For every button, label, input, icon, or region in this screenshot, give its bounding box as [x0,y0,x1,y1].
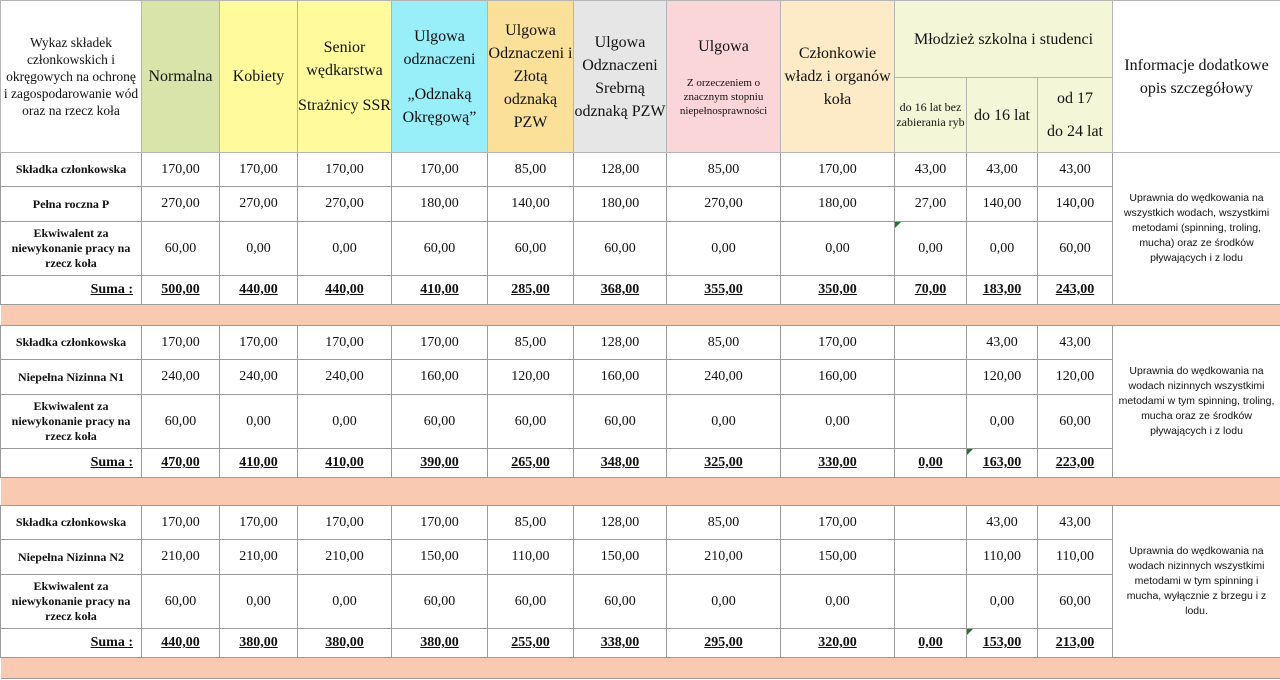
separator-band [1,305,1280,326]
value-cell: 140,00 [967,187,1038,222]
sum-cell: 380,00 [298,629,392,658]
value-cell: 60,00 [392,395,488,449]
value-cell: 160,00 [574,360,667,395]
value-cell: 240,00 [220,360,298,395]
value-cell [895,540,967,575]
value-cell: 170,00 [781,153,895,187]
table-row [1,187,1280,222]
value-cell: 85,00 [488,153,574,187]
info-description: Uprawnia do wędkowania na wodach nizinnych wszystkimi metodami w tym spinning, troling, mucha oraz ze środków pływających i z lodu [1113,326,1280,478]
value-cell: 60,00 [142,575,220,629]
value-cell: 43,00 [967,326,1038,360]
value-cell: 60,00 [1038,575,1113,629]
col-ulgowa-okregowa-line1: Ulgowa odznaczeni [403,27,476,68]
value-cell: 85,00 [667,326,781,360]
sum-cell: 320,00 [781,629,895,658]
value-cell: 170,00 [142,153,220,187]
section-separator [1,305,1280,326]
value-cell: 60,00 [142,222,220,276]
col-mlodziez: Młodzież szkolna i studenci [895,1,1113,78]
sum-cell: 0,00 [895,629,967,658]
separator-band [1,478,1280,506]
sum-cell: 410,00 [298,449,392,478]
sum-cell: 183,00 [967,276,1038,305]
value-cell: 0,00 [781,222,895,276]
sum-cell: 390,00 [392,449,488,478]
value-cell: 60,00 [392,222,488,276]
value-cell: 150,00 [781,540,895,575]
sum-label: Suma : [1,449,142,478]
col-od-17-line1: od 17 [1057,90,1093,107]
col-czlonkowie-wladz: Członkowie władz i organów koła [781,1,895,153]
sum-cell: 330,00 [781,449,895,478]
value-cell: 128,00 [574,326,667,360]
value-cell: 120,00 [1038,360,1113,395]
table-row [1,153,1280,187]
separator-band [1,658,1280,679]
row-label: Pełna roczna P [1,187,142,222]
value-cell: 0,00 [781,575,895,629]
col-senior-line1: Senior wędkarstwa [306,39,383,79]
sum-cell: 295,00 [667,629,781,658]
value-cell: 240,00 [142,360,220,395]
value-cell: 210,00 [298,540,392,575]
value-cell: 180,00 [392,187,488,222]
value-cell: 170,00 [298,326,392,360]
value-cell: 270,00 [220,187,298,222]
value-cell: 110,00 [1038,540,1113,575]
value-cell: 60,00 [1038,395,1113,449]
sum-cell: 153,00 [967,629,1038,658]
section-separator [1,658,1280,679]
value-cell: 170,00 [220,326,298,360]
sum-cell: 338,00 [574,629,667,658]
sum-cell: 410,00 [220,449,298,478]
section-separator [1,478,1280,506]
value-cell: 210,00 [667,540,781,575]
col-ulgowa-zlota: Ulgowa Odznaczeni i Złotą odznaką PZW [488,1,574,153]
sum-cell: 440,00 [220,276,298,305]
value-cell: 0,00 [298,575,392,629]
value-cell: 0,00 [967,575,1038,629]
value-cell: 0,00 [220,395,298,449]
table-row [1,222,1280,276]
value-cell: 170,00 [220,506,298,540]
sum-cell: 223,00 [1038,449,1113,478]
col-do-16-bez-ryb: do 16 lat bez zabierania ryb [895,78,967,153]
value-cell: 60,00 [574,395,667,449]
col-do-16-lat: do 16 lat [967,78,1038,153]
row-label: Niepełna Nizinna N1 [1,360,142,395]
value-cell: 60,00 [574,222,667,276]
col-ulgowa-line1: Ulgowa [698,38,749,55]
value-cell: 110,00 [488,540,574,575]
value-cell: 0,00 [667,395,781,449]
value-cell [895,395,967,449]
info-description: Uprawnia do wędkowania na wodach nizinnych wszystkimi metodami w tym spinning i mucha, wyłącznie z brzegu i z lodu. [1113,506,1280,658]
row-label: Składka członkowska [1,326,142,360]
col-senior-line2: Strażnicy SSR [298,97,391,114]
sum-cell: 163,00 [967,449,1038,478]
value-cell: 120,00 [488,360,574,395]
table-row [1,506,1280,540]
col-od-17-line2: do 24 lat [1047,123,1103,140]
value-cell: 27,00 [895,187,967,222]
value-cell: 60,00 [142,395,220,449]
row-label: Ekwiwalent za niewykonanie pracy na rzecz koła [1,222,142,276]
value-cell: 0,00 [895,222,967,276]
row-label: Niepełna Nizinna N2 [1,540,142,575]
sum-cell: 350,00 [781,276,895,305]
table-row [1,326,1280,360]
value-cell: 0,00 [298,222,392,276]
value-cell: 180,00 [574,187,667,222]
sum-cell: 348,00 [574,449,667,478]
value-cell: 110,00 [967,540,1038,575]
value-cell: 0,00 [667,575,781,629]
row-label: Składka członkowska [1,506,142,540]
sum-cell: 355,00 [667,276,781,305]
col-ulgowa-okregowa [392,1,488,153]
value-cell [895,506,967,540]
table-row [1,360,1280,395]
value-cell: 0,00 [298,395,392,449]
table-title: Wykaz składek członkowskich i okręgowych na ochronę i zagospodarowanie wód oraz na rzecz koła [1,1,142,153]
value-cell: 43,00 [1038,326,1113,360]
sum-cell: 470,00 [142,449,220,478]
value-cell: 210,00 [220,540,298,575]
value-cell: 170,00 [392,506,488,540]
value-cell: 60,00 [488,575,574,629]
value-cell [895,326,967,360]
col-ulgowa-niepelnosprawnosc [667,1,781,153]
sum-cell: 0,00 [895,449,967,478]
value-cell: 170,00 [298,153,392,187]
col-ulgowa-line2: Z orzeczeniem o znacznym stopniu niepełnosprawności [679,77,768,117]
value-cell: 60,00 [488,222,574,276]
value-cell: 43,00 [895,153,967,187]
value-cell: 85,00 [488,506,574,540]
col-normalna: Normalna [142,1,220,153]
value-cell: 0,00 [967,395,1038,449]
value-cell: 0,00 [220,222,298,276]
sum-cell: 325,00 [667,449,781,478]
sum-cell: 380,00 [220,629,298,658]
col-informacje: Informacje dodatkowe opis szczegółowy [1113,1,1280,153]
sum-cell: 265,00 [488,449,574,478]
table-row [1,395,1280,449]
row-label: Ekwiwalent za niewykonanie pracy na rzecz koła [1,575,142,629]
value-cell: 150,00 [392,540,488,575]
sum-cell: 70,00 [895,276,967,305]
value-cell: 210,00 [142,540,220,575]
value-cell: 170,00 [220,153,298,187]
sum-row [1,449,1280,478]
sum-row [1,276,1280,305]
value-cell: 270,00 [667,187,781,222]
sum-cell: 410,00 [392,276,488,305]
col-kobiety: Kobiety [220,1,298,153]
value-cell: 85,00 [667,506,781,540]
value-cell: 60,00 [488,395,574,449]
value-cell: 170,00 [392,326,488,360]
sum-cell: 500,00 [142,276,220,305]
value-cell: 43,00 [1038,153,1113,187]
value-cell [895,360,967,395]
value-cell: 43,00 [967,506,1038,540]
value-cell: 0,00 [220,575,298,629]
value-cell: 170,00 [781,506,895,540]
value-cell: 60,00 [574,575,667,629]
sum-cell: 380,00 [392,629,488,658]
value-cell: 128,00 [574,506,667,540]
value-cell: 140,00 [488,187,574,222]
sum-cell: 440,00 [298,276,392,305]
value-cell: 0,00 [967,222,1038,276]
sum-cell: 213,00 [1038,629,1113,658]
row-label: Ekwiwalent za niewykonanie pracy na rzecz koła [1,395,142,449]
sum-cell: 255,00 [488,629,574,658]
value-cell: 120,00 [967,360,1038,395]
table-row [1,575,1280,629]
value-cell: 60,00 [392,575,488,629]
col-senior [298,1,392,153]
value-cell: 270,00 [298,187,392,222]
info-description: Uprawnia do wędkowania na wszystkich wodach, wszystkimi metodami (spinning, troling, mucha) oraz ze środków pływających i z lodu [1113,153,1280,305]
value-cell: 170,00 [142,326,220,360]
value-cell: 85,00 [488,326,574,360]
row-label: Składka członkowska [1,153,142,187]
sum-cell: 243,00 [1038,276,1113,305]
col-ulgowa-okregowa-line2: „Odznaką Okręgową” [402,85,477,126]
table-row [1,540,1280,575]
value-cell: 240,00 [298,360,392,395]
value-cell: 170,00 [298,506,392,540]
value-cell: 60,00 [1038,222,1113,276]
value-cell: 150,00 [574,540,667,575]
value-cell: 140,00 [1038,187,1113,222]
value-cell: 160,00 [392,360,488,395]
sum-label: Suma : [1,276,142,305]
sum-row [1,629,1280,658]
value-cell: 240,00 [667,360,781,395]
value-cell: 128,00 [574,153,667,187]
sum-cell: 285,00 [488,276,574,305]
value-cell: 85,00 [667,153,781,187]
value-cell: 180,00 [781,187,895,222]
value-cell: 43,00 [1038,506,1113,540]
sum-cell: 368,00 [574,276,667,305]
value-cell: 0,00 [781,395,895,449]
sum-label: Suma : [1,629,142,658]
value-cell: 170,00 [781,326,895,360]
sum-cell: 440,00 [142,629,220,658]
value-cell: 170,00 [142,506,220,540]
value-cell: 43,00 [967,153,1038,187]
value-cell: 270,00 [142,187,220,222]
value-cell [895,575,967,629]
value-cell: 160,00 [781,360,895,395]
value-cell: 0,00 [667,222,781,276]
value-cell: 170,00 [392,153,488,187]
col-ulgowa-srebrna: Ulgowa Odznaczeni Srebrną odznaką PZW [574,1,667,153]
col-od-17-do-24 [1038,78,1113,153]
